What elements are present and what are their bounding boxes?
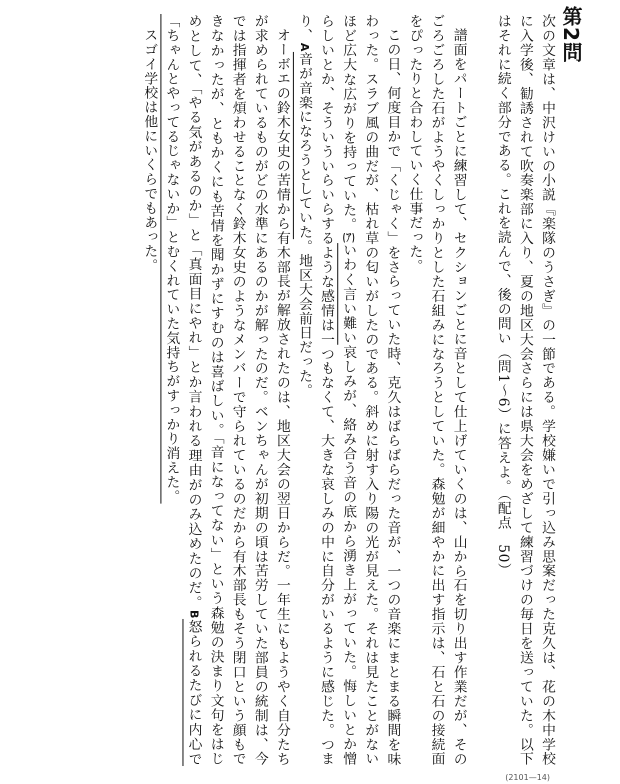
paragraph-3 [160,14,293,766]
underlined-phrase-A: 音が音楽になろうとしていた [295,51,312,240]
intro-paragraph: 次の文章は、中沢けいの小説『楽隊のうさぎ』の一節である。学校嫌いで引っ込み思案だった克久は、花の木中学校に入学後、勧誘されて吹奏楽部に入り、夏の地区大会さらには県大会をめざして練習づけの毎日を送っていた。以下はそれに続く部分である。これを読んで、後の問い（問1〜6）に答えよ。（配点 50） [494,14,555,766]
paragraph-2-text-a: この日、何度目かで「くじゃく」をさらっていた時、克久はばらばらだった音が、一つの音楽にまとまる瞬間を味わった。スラブ風の曲だが、枯れ草の匂いがしたのである。斜めに射す入り陽の光が見えた。それは見たことがないほど広大な広がりを持っていた。 [340,14,401,766]
underlined-phrase-a: いわく言い難い [340,243,357,345]
question-number-heading: 第2問 [559,6,583,63]
paragraph-4: スゴイ学校は他にいくらでもあった。 [141,27,158,273]
paragraph-2 [293,14,403,766]
paragraph-1: 譜面をパートごとに練習して、セクションごとに音として仕上げていくのは、山から石を切り出す作業だが、そのごろごろした石がようやくしっかりとした石組みになろうとしていた。森勉が細やかに出す指示は、石と石の接続面をぴったりと合わしていく仕事だった。 [406,14,467,766]
mark-A: A [297,42,311,52]
mark-a: (ア) [342,231,355,243]
paragraph-3-text-b: とか言われる理由がのみ込めたのだ。 [185,360,202,610]
paragraph-2-text-c: 哀しみが、絡み合う音の底から湧き上がっていた。悔しいとか憎らしいとか、そういういらいらするような感情は一つもなくて、大きな哀しみの中に自分がいるように感じた。つまり、 [295,14,357,766]
mark-B: B [187,609,201,619]
paragraph-3-text-a: オーボエの鈴木女史の苦情から有木部長が解放されたのは、地区大会の翌日からだ。一年生にもようやく自分たちが求められているものがどの水準にあるのかが解ったのだ。ベンちゃんが初期の頃は苦労していた部員の統制は、今では指揮者を煩わせることなく鈴木女史のようなメンバーで守られているのだから有木部長もそう閉口という顔もできなかったが、ともかくにも苦情を聞かずにすむのは喜ばしい。「音になってない」という森勉の決まり文句をはじめとして、「やる気があるのか」と [185,14,290,766]
underlined-phrase-B: 怒られるたびに内心で「ちゃんとやってるじゃないか」とむくれていた気持ちがすっかり消えた。 [163,14,202,767]
passage [28,14,558,766]
paragraph-3-quote: 「真面目にやれ」 [185,242,202,361]
paragraph-2-text-e: 。地区大会前日だった。 [295,239,312,398]
page-code: (2101—14) [505,773,550,782]
